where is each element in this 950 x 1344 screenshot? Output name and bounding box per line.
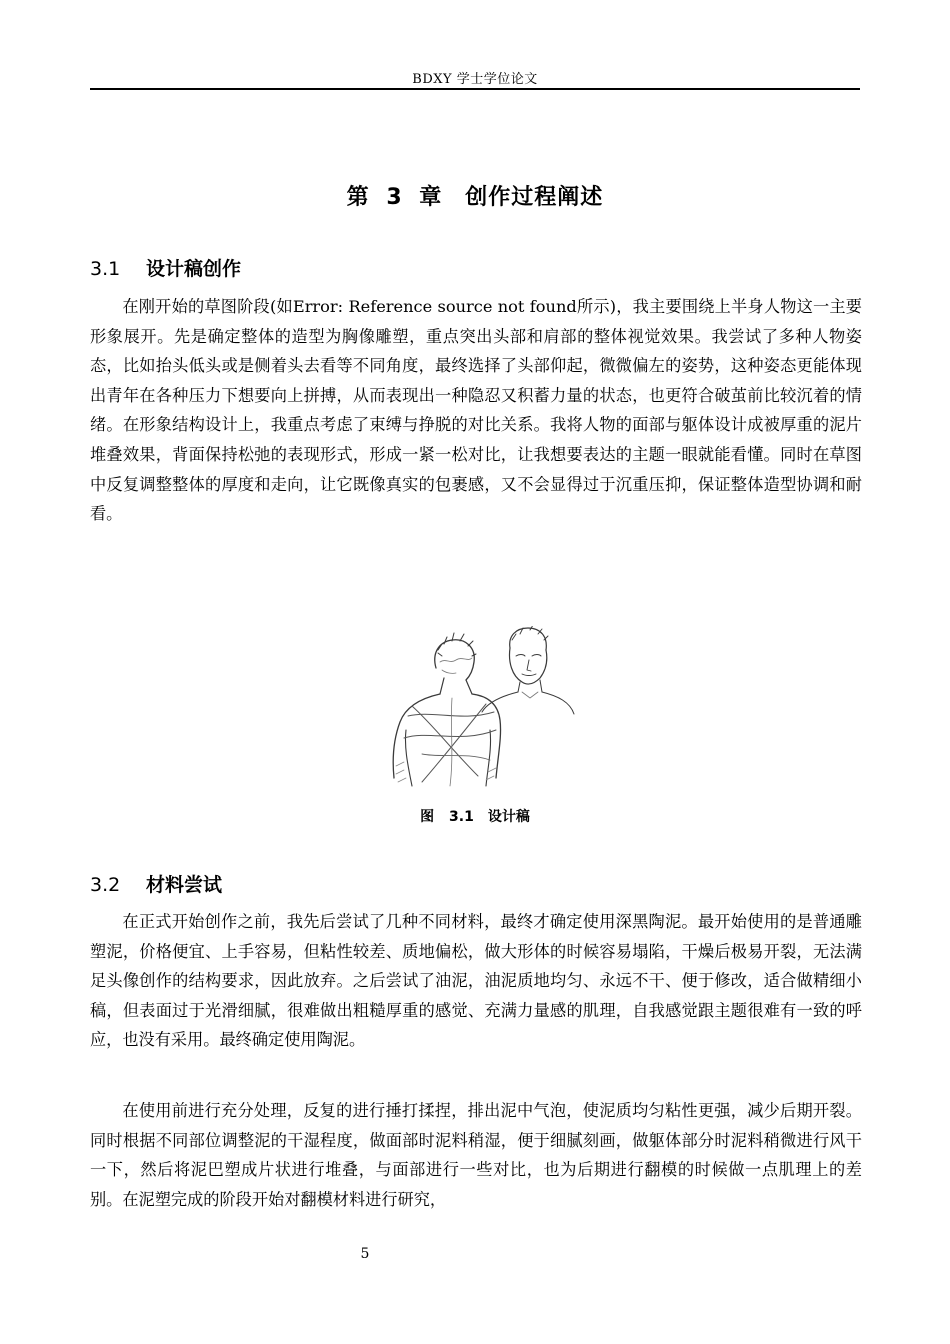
- paragraph: 在使用前进行充分处理，反复的进行捶打揉捏，排出泥中气泡，使泥质均匀粘性更强，减少后期开裂。同时根据不同部位调整泥的干湿程度，做面部时泥料稍湿，便于细腻刻画，做躯体部分时泥料稍微进行风干一下，然后将泥巴塑成片状进行堆叠，与面部进行一些对比，也为后期进行翻模的时候做一点肌理上的差别。在泥塑完成的阶段开始对翻模材料进行研究，: [90, 1101, 862, 1209]
- section-number: 3.1: [90, 258, 121, 280]
- section-heading-3-2: [90, 870, 222, 897]
- design-sketch-figure: [382, 626, 580, 794]
- section-title: 材料尝试: [146, 874, 223, 896]
- paragraph: 在正式开始创作之前，我先后尝试了几种不同材料，最终才确定使用深黑陶泥。最开始使用的是普通雕塑泥，价格便宜、上手容易，但粘性较差、质地偏松，做大形体的时候容易塌陷，干燥后极易开裂，无法满足头像创作的结构要求，因此放弃。之后尝试了油泥，油泥质地均匀、永远不干、便于修改，适合做精细小稿，但表面过于光滑细腻，很难做出粗糙厚重的感觉、充满力量感的肌理，自我感觉跟主题很难有一致的呼应，也没有采用。最终确定使用陶泥。: [90, 912, 862, 1050]
- section-title: 设计稿创作: [146, 258, 242, 280]
- section-number: 3.2: [90, 874, 121, 896]
- figure-caption: 图 3.1 设计稿: [420, 809, 530, 825]
- paragraph: 在刚开始的草图阶段(如Error: Reference source not found所示)，我主要围绕上半身人物这一主要形象展开。先是确定整体的造型为胸像雕塑，重点突出头部和肩部的整体视觉效果。我尝试了多种人物姿态，比如抬头低头或是侧着头去看等不同角度，最终选择了头部仰起，微微偏左的姿势，这种姿态更能体现出青年在各种压力下想要向上拼搏，从而表现出一种隐忍又积蓄力量的状态，也更符合破茧前比较沉着的情绪。在形象结构设计上，我重点考虑了束缚与挣脱的对比关系。我将人物的面部与躯体设计成被厚重的泥片堆叠效果，背面保持松弛的表现形式，形成一紧一松对比，让我想要表达的主题一眼就能看懂。同时在草图中反复调整整体的厚度和走向，让它既像真实的包裹感，又不会显得过于沉重压抑，保证整体造型协调和耐看。: [90, 297, 862, 524]
- running-header: BDXY 学士学位论文: [412, 72, 538, 87]
- sketch-image: [382, 626, 580, 794]
- chapter-title: 第 3 章 创作过程阐述: [346, 185, 604, 210]
- header-rule: [90, 88, 860, 90]
- page-number: 5: [360, 1246, 370, 1262]
- section-heading-3-1: [90, 254, 241, 281]
